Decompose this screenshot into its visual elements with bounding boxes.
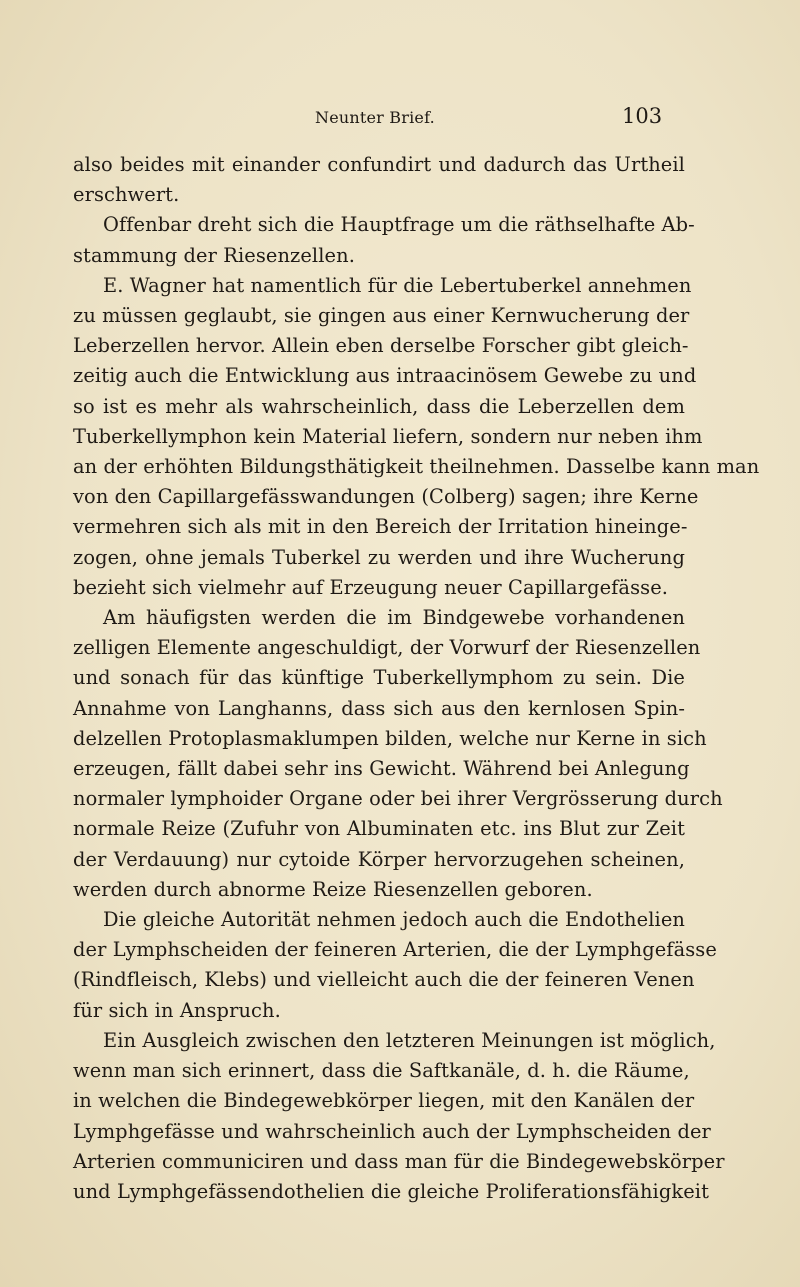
running-title: Neunter Brief.: [315, 108, 435, 127]
text-line: wenn man sich erinnert, dass die Saftkanäle, d. h. die Räume,: [73, 1059, 690, 1083]
text-line: so ist es mehr als wahrscheinlich, dass die Leberzellen dem: [73, 394, 685, 418]
text-line: bezieht sich vielmehr auf Erzeugung neuer Capillargefässe.: [73, 575, 669, 599]
text-line: und sonach für das künftige Tuberkellymphom zu sein. Die: [73, 666, 685, 690]
text-line: Offenbar dreht sich die Hauptfrage um die räthselhafte Ab-: [103, 213, 695, 237]
text-line: E. Wagner hat namentlich für die Lebertuberkel annehmen: [103, 273, 692, 297]
text-line: von den Capillargefässwandungen (Colberg) sagen; ihre Kerne: [73, 485, 699, 509]
text-line: Die gleiche Autorität nehmen jedoch auch die Endothelien: [103, 908, 685, 932]
text-line: normale Reize (Zufuhr von Albuminaten etc. ins Blut zur Zeit: [73, 817, 685, 841]
text-line: für sich in Anspruch.: [73, 998, 281, 1022]
text-line: Ein Ausgleich zwischen den letzteren Meinungen ist möglich,: [103, 1028, 716, 1052]
text-line: Annahme von Langhanns, dass sich aus den kernlosen Spin-: [73, 696, 685, 720]
text-line: delzellen Protoplasmaklumpen bilden, welche nur Kerne in sich: [73, 726, 707, 750]
text-line: in welchen die Bindegewebkörper liegen, mit den Kanälen der: [73, 1089, 695, 1113]
text-line: also beides mit einander confundirt und dadurch das Urtheil: [73, 153, 685, 176]
body-text: [73, 150, 760, 1207]
text-line: erschwert.: [73, 183, 180, 207]
paragraph-2: [73, 210, 695, 270]
text-line: Am häufigsten werden die im Bindgewebe vorhandenen: [103, 606, 685, 630]
text-line: zeitig auch die Entwicklung aus intraacinösem Gewebe zu und: [73, 364, 697, 388]
text-line: an der erhöhten Bildungsthätigkeit theilnehmen. Dasselbe kann man: [73, 455, 760, 479]
text-line: Tuberkellymphon kein Material liefern, sondern nur neben ihm: [73, 424, 703, 448]
paragraph-4: [73, 603, 723, 905]
page-header: [0, 102, 800, 142]
text-line: (Rindfleisch, Klebs) und vielleicht auch die der feineren Venen: [73, 968, 695, 992]
paragraph-6: [73, 1026, 725, 1207]
paragraph-3: [73, 271, 760, 603]
text-line: Arterien communiciren und dass man für die Bindegewebskörper: [73, 1149, 725, 1173]
page-number: 103: [622, 104, 663, 128]
text-line: Leberzellen hervor. Allein eben derselbe Forscher gibt gleich-: [73, 334, 689, 358]
text-line: und Lymphgefässendothelien die gleiche Proliferationsfähigkeit: [73, 1179, 709, 1203]
text-line: zu müssen geglaubt, sie gingen aus einer Kernwucherung der: [73, 304, 690, 328]
text-line: Lymphgefässe und wahrscheinlich auch der Lymphscheiden der: [73, 1119, 711, 1143]
text-line: stammung der Riesenzellen.: [73, 243, 355, 267]
text-line: der Verdauung) nur cytoide Körper hervorzugehen scheinen,: [73, 847, 685, 871]
text-line: zogen, ohne jemals Tuberkel zu werden und ihre Wucherung: [73, 545, 685, 569]
text-line: normaler lymphoider Organe oder bei ihrer Vergrösserung durch: [73, 787, 723, 811]
paragraph-1: [73, 150, 685, 210]
text-line: zelligen Elemente angeschuldigt, der Vorwurf der Riesenzellen: [73, 636, 701, 660]
paragraph-5: [73, 905, 717, 1026]
text-line: werden durch abnorme Reize Riesenzellen geboren.: [73, 877, 593, 901]
text-line: erzeugen, fällt dabei sehr ins Gewicht. Während bei Anlegung: [73, 757, 690, 781]
text-line: der Lymphscheiden der feineren Arterien, die der Lymphgefässe: [73, 938, 717, 962]
text-line: vermehren sich als mit in den Bereich der Irritation hineinge-: [73, 515, 688, 539]
